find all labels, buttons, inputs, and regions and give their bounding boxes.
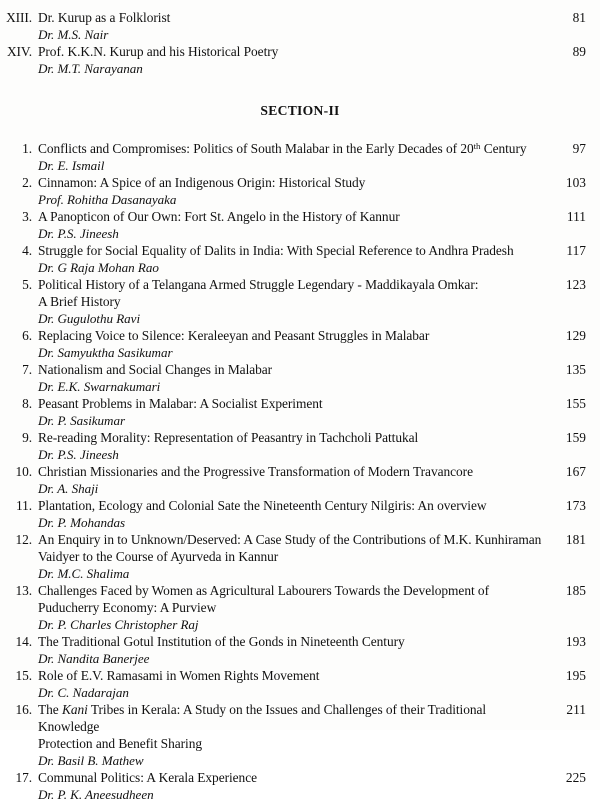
toc-entry-number: 8.: [22, 396, 32, 411]
toc-entry-number: 14.: [15, 634, 32, 649]
toc-entry-page-number: 195: [565, 668, 586, 683]
toc-entry-body: [38, 667, 546, 701]
toc-entry-title: Replacing Voice to Silence: Keraleeyan and Peasant Struggles in Malabar: [38, 328, 430, 343]
toc-entry-body: [38, 531, 546, 582]
toc-entry-author: Dr. P. K. Aneesudheen: [38, 787, 154, 802]
toc-entry[interactable]: [0, 582, 600, 633]
toc-entry-body: [38, 43, 546, 77]
toc-entry-page-number: 173: [565, 498, 586, 513]
toc-entry-body: [38, 242, 546, 276]
toc-entry-number: 6.: [22, 328, 32, 343]
toc-entry-page-number: 193: [565, 634, 586, 649]
toc-entry[interactable]: [0, 43, 600, 77]
toc-entry-title: Re-reading Morality: Representation of Peasantry in Tachcholi Pattukal: [38, 430, 419, 445]
toc-entry-body: [38, 429, 546, 463]
toc-entry-body: [38, 140, 546, 174]
toc-entry-author: Dr. P. Mohandas: [38, 515, 126, 530]
toc-entry-author: Dr. Nandita Banerjee: [38, 651, 150, 666]
toc-entry-title-continuation: Puducherry Economy: A Purview: [38, 600, 217, 615]
toc-entry-title-continuation: Vaidyer to the Course of Ayurveda in Kannur: [38, 549, 279, 564]
toc-entry-title: Role of E.V. Ramasami in Women Rights Movement: [38, 668, 320, 683]
toc-entry-number: 16.: [15, 702, 32, 717]
toc-entry-title: Dr. Kurup as a Folklorist: [38, 10, 171, 25]
toc-entry-body: [38, 463, 546, 497]
toc-entry-body: [38, 276, 546, 327]
spacer-after-heading: [0, 119, 600, 140]
toc-entry-body: [38, 395, 546, 429]
toc-entry-title: A Panopticon of Our Own: Fort St. Angelo in the History of Kannur: [38, 209, 400, 224]
toc-entry-author: Dr. G Raja Mohan Rao: [38, 260, 159, 275]
toc-entry-title: Struggle for Social Equality of Dalits in India: With Special Reference to Andhra Pradesh: [38, 243, 514, 258]
italic-term: Kani: [61, 702, 88, 717]
toc-entry[interactable]: [0, 276, 600, 327]
toc-entry-author: Dr. M.C. Shalima: [38, 566, 130, 581]
toc-entry[interactable]: [0, 9, 600, 43]
toc-entry[interactable]: [0, 361, 600, 395]
toc-entry-number: 13.: [15, 583, 32, 598]
toc-entry-author: Dr. E.K. Swarnakumari: [38, 379, 161, 394]
toc-entry-number: 3.: [22, 209, 32, 224]
toc-entry-title: Conflicts and Compromises: Politics of South Malabar in the Early Decades of 20th Century: [38, 141, 527, 156]
toc-entry[interactable]: [0, 140, 600, 174]
toc-entry-page-number: 111: [566, 209, 586, 224]
section-two-entry-list: [0, 140, 600, 803]
continued-section: [0, 0, 600, 77]
toc-entry-author: Dr. Gugulothu Ravi: [38, 311, 141, 326]
toc-entry[interactable]: [0, 497, 600, 531]
toc-entry-title-continuation: Protection and Benefit Sharing: [38, 736, 202, 751]
toc-entry-page-number: 129: [565, 328, 586, 343]
toc-entry-page-number: 181: [565, 532, 586, 547]
toc-entry[interactable]: [0, 769, 600, 803]
toc-entry[interactable]: [0, 429, 600, 463]
toc-entry-author: Dr. M.S. Nair: [38, 27, 109, 42]
toc-entry[interactable]: [0, 531, 600, 582]
toc-entry-title: Challenges Faced by Women as Agricultural Labourers Towards the Development of Puducherry Economy: A Purview: [38, 582, 546, 616]
toc-entry[interactable]: [0, 395, 600, 429]
toc-entry-author: Dr. P. Charles Christopher Raj: [38, 617, 199, 632]
section-heading: SECTION-II: [260, 103, 340, 118]
toc-entry-number: 7.: [22, 362, 32, 377]
toc-entry-number: 1.: [22, 141, 32, 156]
toc-entry-page-number: 159: [565, 430, 586, 445]
toc-entry-number: XIV.: [6, 44, 32, 59]
toc-entry-title: An Enquiry in to Unknown/Deserved: A Case Study of the Contributions of M.K. Kunhiraman Vaidyer to the Course of Ayurveda in Kannur: [38, 531, 546, 565]
toc-entry-number: 12.: [15, 532, 32, 547]
toc-entry[interactable]: [0, 633, 600, 667]
toc-entry-author: Dr. P.S. Jineesh: [38, 226, 119, 241]
toc-entry-title: Communal Politics: A Kerala Experience: [38, 770, 257, 785]
toc-entry-body: [38, 769, 546, 803]
toc-entry-page-number: 185: [565, 583, 586, 598]
toc-entry-title: Political History of a Telangana Armed Struggle Legendary - Maddikayala Omkar: A Brief History: [38, 276, 546, 310]
toc-entry-page-number: 225: [565, 770, 586, 785]
toc-entry[interactable]: [0, 701, 600, 769]
toc-entry-title: Cinnamon: A Spice of an Indigenous Origin: Historical Study: [38, 175, 366, 190]
toc-entry-page-number: 97: [572, 141, 586, 156]
toc-entry-title: Christian Missionaries and the Progressive Transformation of Modern Travancore: [38, 464, 473, 479]
toc-entry-body: [38, 9, 546, 43]
toc-entry-page-number: 103: [565, 175, 586, 190]
toc-entry-author: Dr. Basil B. Mathew: [38, 753, 144, 768]
section-two: [0, 140, 600, 803]
toc-entry-author: Dr. A. Shaji: [38, 481, 99, 496]
continued-entry-list: [0, 9, 600, 77]
toc-entry-page-number: 81: [572, 10, 586, 25]
spacer-before-heading: [0, 77, 600, 103]
toc-entry-title: The Kani Tribes in Kerala: A Study on the Issues and Challenges of their Traditional Knowledge Protection and Benefit Sharing: [38, 701, 546, 752]
toc-entry[interactable]: [0, 242, 600, 276]
toc-entry-number: 17.: [15, 770, 32, 785]
toc-entry-title: Peasant Problems in Malabar: A Socialist Experiment: [38, 396, 323, 411]
toc-entry-page-number: 117: [566, 243, 586, 258]
toc-entry-body: [38, 497, 546, 531]
toc-entry-page-number: 89: [572, 44, 586, 59]
toc-entry-number: 4.: [22, 243, 32, 258]
toc-entry-page-number: 123: [565, 277, 586, 292]
toc-entry-body: [38, 582, 546, 633]
toc-entry-author: Dr. M.T. Narayanan: [38, 61, 143, 76]
toc-entry-title-continuation: A Brief History: [38, 294, 121, 309]
toc-entry-author: Dr. Samyuktha Sasikumar: [38, 345, 173, 360]
toc-entry-number: 11.: [16, 498, 32, 513]
toc-entry-body: [38, 327, 546, 361]
toc-entry-author: Dr. P. Sasikumar: [38, 413, 125, 428]
toc-entry-body: [38, 361, 546, 395]
toc-entry-author: Dr. E. Ismail: [38, 158, 105, 173]
toc-entry-page-number: 155: [565, 396, 586, 411]
toc-entry-author: Prof. Rohitha Dasanayaka: [38, 192, 177, 207]
toc-entry[interactable]: [0, 463, 600, 497]
toc-entry-body: [38, 701, 546, 769]
toc-entry-title: Plantation, Ecology and Colonial Sate the Nineteenth Century Nilgiris: An overview: [38, 498, 487, 513]
toc-entry-body: [38, 174, 546, 208]
toc-entry[interactable]: [0, 174, 600, 208]
toc-entry-body: [38, 208, 546, 242]
toc-entry-author: Dr. C. Nadarajan: [38, 685, 129, 700]
toc-entry-title: Nationalism and Social Changes in Malabar: [38, 362, 273, 377]
toc-entry-page-number: 135: [565, 362, 586, 377]
toc-entry-body: [38, 633, 546, 667]
toc-entry[interactable]: [0, 208, 600, 242]
toc-entry-page-number: 167: [565, 464, 586, 479]
toc-entry-number: 5.: [22, 277, 32, 292]
toc-entry[interactable]: [0, 667, 600, 701]
toc-entry-number: 10.: [15, 464, 32, 479]
toc-entry-number: 15.: [15, 668, 32, 683]
toc-entry-author: Dr. P.S. Jineesh: [38, 447, 119, 462]
toc-entry-page-number: 211: [566, 702, 586, 717]
toc-entry-title: The Traditional Gotul Institution of the Gonds in Nineteenth Century: [38, 634, 405, 649]
toc-entry-number: XIII.: [6, 10, 32, 25]
ordinal-superscript: th: [473, 141, 481, 152]
toc-entry[interactable]: [0, 327, 600, 361]
toc-entry-number: 9.: [22, 430, 32, 445]
toc-entry-title: Prof. K.K.N. Kurup and his Historical Poetry: [38, 44, 279, 59]
toc-entry-number: 2.: [22, 175, 32, 190]
